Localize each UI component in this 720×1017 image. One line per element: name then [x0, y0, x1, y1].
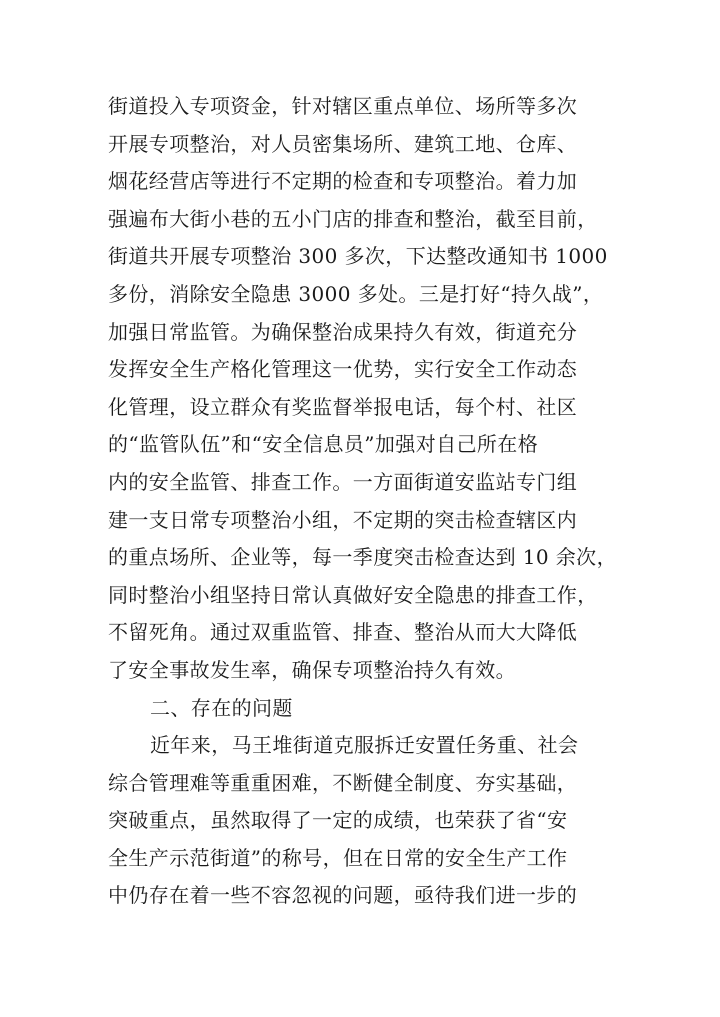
body-text	[108, 88, 628, 915]
text-line: 的重点场所、企业等，每一季度突击检查达到 10 余次，	[108, 545, 617, 570]
text-line: 烟花经营店等进行不定期的检查和专项整治。着力加	[108, 169, 578, 194]
text-line: 同时整治小组坚持日常认真做好安全隐患的排查工作，	[108, 582, 598, 607]
text-line: 不留死角。通过双重监管、排查、整治从而大大降低	[108, 620, 578, 645]
text-line: 街道共开展专项整治 300 多次，下达整改通知书 1000	[108, 244, 608, 269]
text-line: 近年来，马王堆街道克服拆迁安置任务重、社会	[150, 733, 579, 758]
text-line: 建一支日常专项整治小组，不定期的突击检查辖区内	[108, 507, 578, 532]
text-line: 综合管理难等重重困难，不断健全制度、夯实基础，	[108, 770, 578, 795]
text-line: 街道投入专项资金，针对辖区重点单位、场所等多次	[108, 94, 578, 118]
text-line: 强遍布大街小巷的五小门店的排查和整治，截至目前，	[108, 206, 598, 231]
text-line: 的“监管队伍”和“安全信息员”加强对自己所在格	[108, 432, 539, 457]
section-heading: 二、存在的问题	[150, 695, 293, 720]
text-line: 突破重点，虽然取得了一定的成绩，也荣获了省“安	[108, 808, 568, 833]
text-line: 内的安全监管、排查工作。一方面街道安监站专门组	[108, 469, 578, 494]
text-line: 全生产示范街道”的称号，但在日常的安全生产工作	[108, 845, 568, 870]
text-line: 了安全事故发生率，确保专项整治持久有效。	[108, 657, 516, 682]
text-line: 加强日常监管。为确保整治成果持久有效，街道充分	[108, 319, 578, 344]
text-line: 多份，消除安全隐患 3000 多处。三是打好“持久战”，	[108, 281, 604, 306]
text-line: 中仍存在着一些不容忽视的问题，亟待我们进一步的	[108, 883, 578, 908]
text-line: 化管理，设立群众有奖监督举报电话，每个村、社区	[108, 394, 578, 419]
text-line: 开展专项整治，对人员密集场所、建筑工地、仓库、	[108, 131, 578, 156]
text-line: 发挥安全生产格化管理这一优势，实行安全工作动态	[108, 357, 578, 382]
